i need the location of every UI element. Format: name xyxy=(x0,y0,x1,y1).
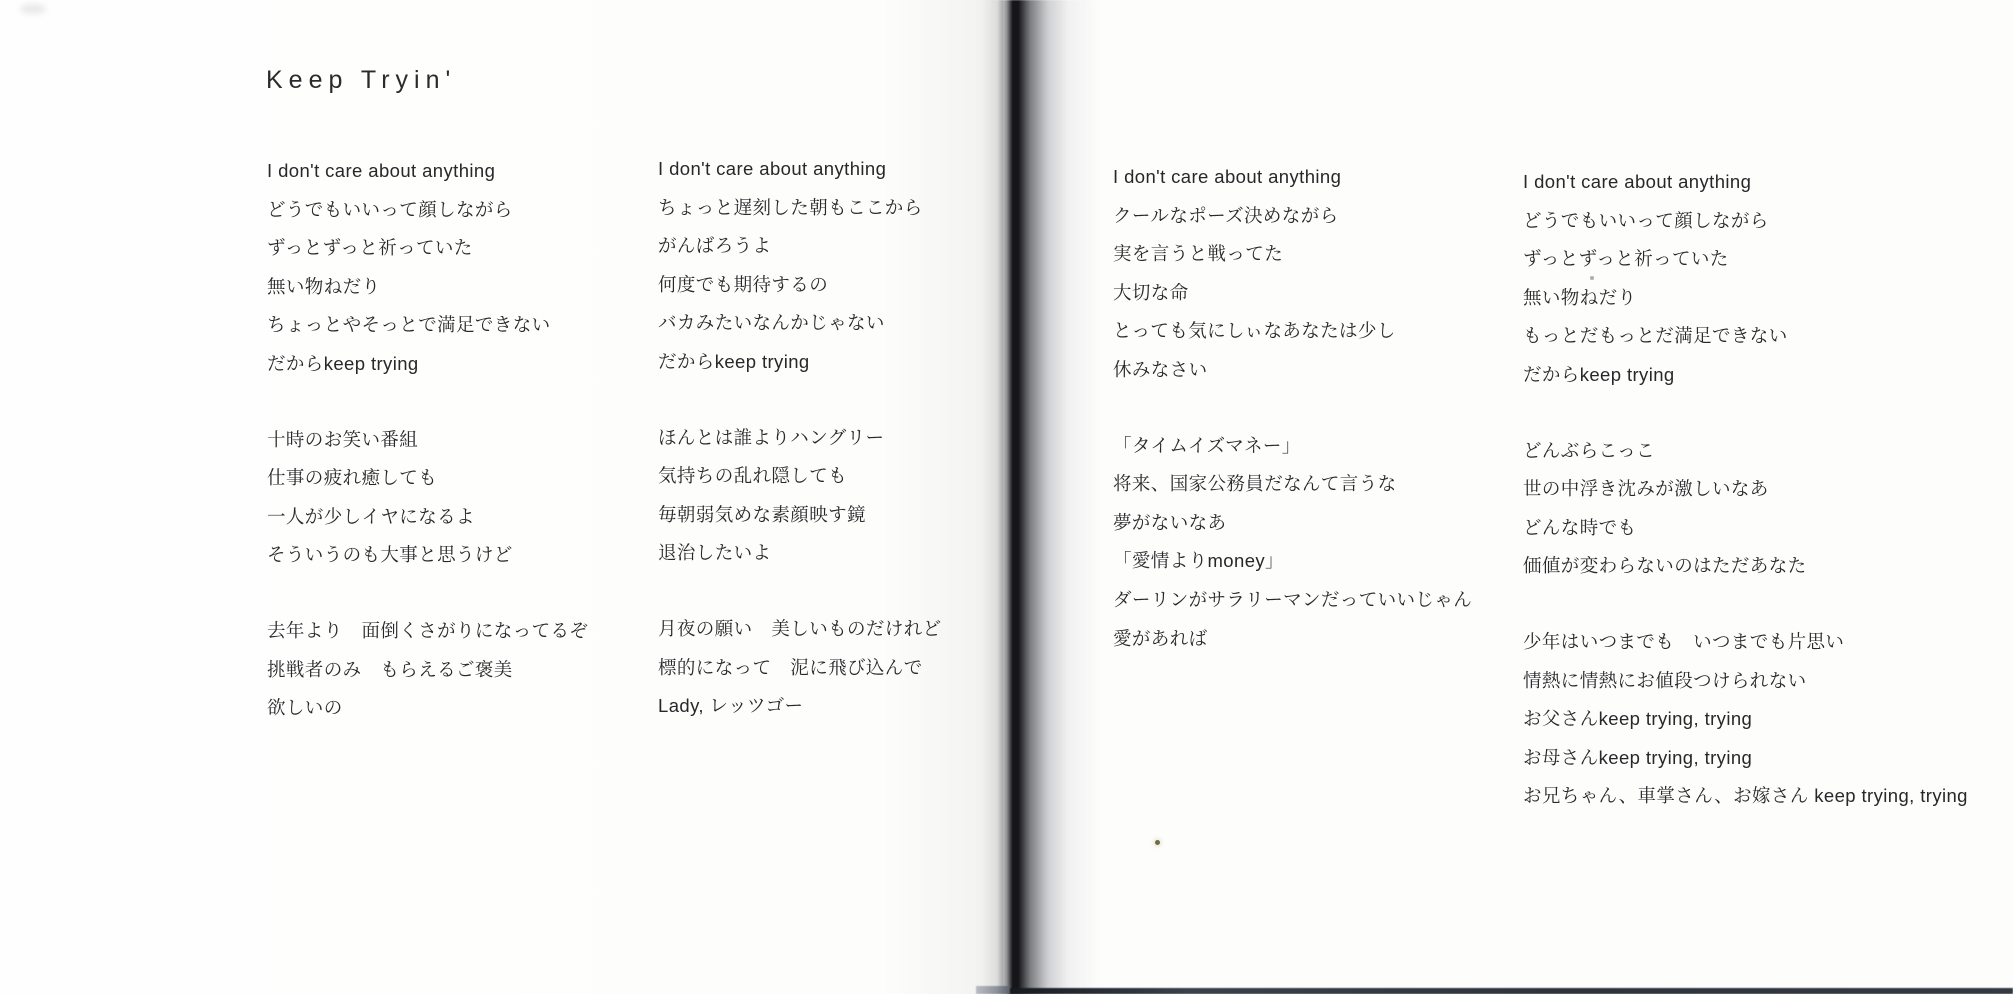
lyric-line: 「愛情よりmoney」 xyxy=(1113,550,1284,572)
lyric-line: 世の中浮き沈みが激しいなあ xyxy=(1523,478,1769,500)
stanza xyxy=(267,152,588,384)
lyric-line: ずっとずっと祈っていた xyxy=(267,237,473,259)
lyric-line: 退治したいよ xyxy=(658,542,772,564)
lyric-line: 毎朝弱気めな素顔映す鏡 xyxy=(658,503,866,525)
dust-speck xyxy=(1155,840,1160,845)
stanza xyxy=(1523,432,1968,586)
lyric-line: 休みなさい xyxy=(1113,358,1208,380)
scan-edge-bottom-right xyxy=(1008,988,2013,994)
lyric-line: クールなポーズ決めながら xyxy=(1113,204,1339,226)
stanza xyxy=(267,612,588,728)
lyric-line: 挑戦者のみ もらえるご褒美 xyxy=(267,658,513,680)
lyric-line: ちょっと遅刻した朝もここから xyxy=(658,196,923,218)
book-spine-shadow xyxy=(983,0,1101,994)
stanza xyxy=(1523,623,1968,816)
lyrics-column-3 xyxy=(1113,158,1472,695)
lyric-line: もっとだもっとだ満足できない xyxy=(1523,325,1788,347)
song-title: Keep Tryin' xyxy=(266,66,457,94)
lyric-line: 標的になって 泥に飛び込んで xyxy=(658,656,923,678)
lyric-line: どんぶらこっこ xyxy=(1523,439,1655,461)
lyric-line: 大切な命 xyxy=(1113,281,1189,303)
lyric-line: とっても気にしぃなあなたは少し xyxy=(1113,320,1396,342)
lyric-line: 愛があれば xyxy=(1113,627,1208,649)
lyric-line: 気持ちの乱れ隠しても xyxy=(658,465,848,487)
lyric-line: ずっとずっと祈っていた xyxy=(1523,248,1729,270)
lyric-line: I don't care about anything xyxy=(267,160,496,181)
lyric-line: ちょっとやそっとで満足できない xyxy=(267,314,551,336)
lyric-line: 去年より 面倒くさがりになってるぞ xyxy=(267,619,589,641)
lyric-line: お兄ちゃん、車掌さん、お嫁さん keep trying, trying xyxy=(1523,785,1968,807)
stanza xyxy=(267,421,588,575)
stanza xyxy=(658,419,942,573)
lyric-line: 夢がないなあ xyxy=(1113,511,1227,533)
lyric-line: だからkeep trying xyxy=(1523,363,1675,385)
lyric-line: がんばろうよ xyxy=(658,235,772,257)
scan-edge-bottom-left xyxy=(976,986,1010,994)
lyric-line: だからkeep trying xyxy=(658,350,810,372)
lyric-line: 少年はいつまでも いつまでも片思い xyxy=(1523,630,1845,652)
lyric-line: Lady, レッツゴー xyxy=(658,695,804,717)
lyric-line: 情熱に情熱にお値段つけられない xyxy=(1523,669,1807,691)
lyrics-column-1 xyxy=(267,152,588,765)
lyrics-column-2 xyxy=(658,150,942,763)
lyric-line: 「タイムイズマネー」 xyxy=(1113,434,1301,456)
lyric-line: ほんとは誰よりハングリー xyxy=(658,426,885,448)
lyric-line: I don't care about anything xyxy=(658,158,887,179)
lyric-line: そういうのも大事と思うけど xyxy=(267,544,513,566)
stanza xyxy=(1113,427,1472,659)
lyric-line: I don't care about anything xyxy=(1113,166,1342,187)
lyric-line: 実を言うと戦ってた xyxy=(1113,243,1284,265)
lyric-line: どんな時でも xyxy=(1523,516,1637,538)
scan-smudge xyxy=(20,4,46,14)
lyric-line: 月夜の願い 美しいものだけれど xyxy=(658,617,942,639)
lyric-line: 欲しいの xyxy=(267,697,343,719)
lyric-line: 仕事の疲れ癒しても xyxy=(267,467,438,489)
lyric-line: 何度でも期待するの xyxy=(658,273,829,295)
lyric-line: バカみたいなんかじゃない xyxy=(658,312,885,334)
lyric-line: ダーリンがサラリーマンだっていいじゃん xyxy=(1113,588,1473,610)
stanza xyxy=(658,610,942,726)
lyric-line: 価値が変わらないのはただあなた xyxy=(1523,555,1807,577)
lyric-line: 一人が少しイヤになるよ xyxy=(267,505,475,527)
stanza xyxy=(1113,158,1472,390)
lyric-line: I don't care about anything xyxy=(1523,171,1752,192)
dust-speck xyxy=(1590,276,1594,280)
lyric-line: 将来、国家公務員だなんて言うな xyxy=(1113,473,1397,495)
lyrics-column-4 xyxy=(1523,163,1968,853)
lyric-line: 十時のお笑い番組 xyxy=(267,428,419,450)
lyric-line: 無い物ねだり xyxy=(1523,286,1637,308)
lyric-line: どうでもいいって顔しながら xyxy=(1523,209,1769,231)
lyric-line: どうでもいいって顔しながら xyxy=(267,198,513,220)
lyric-line: だからkeep trying xyxy=(267,352,419,374)
lyric-line: 無い物ねだり xyxy=(267,275,381,297)
lyric-line: お母さんkeep trying, trying xyxy=(1523,746,1753,768)
lyric-line: お父さんkeep trying, trying xyxy=(1523,708,1753,730)
stanza xyxy=(658,150,942,382)
